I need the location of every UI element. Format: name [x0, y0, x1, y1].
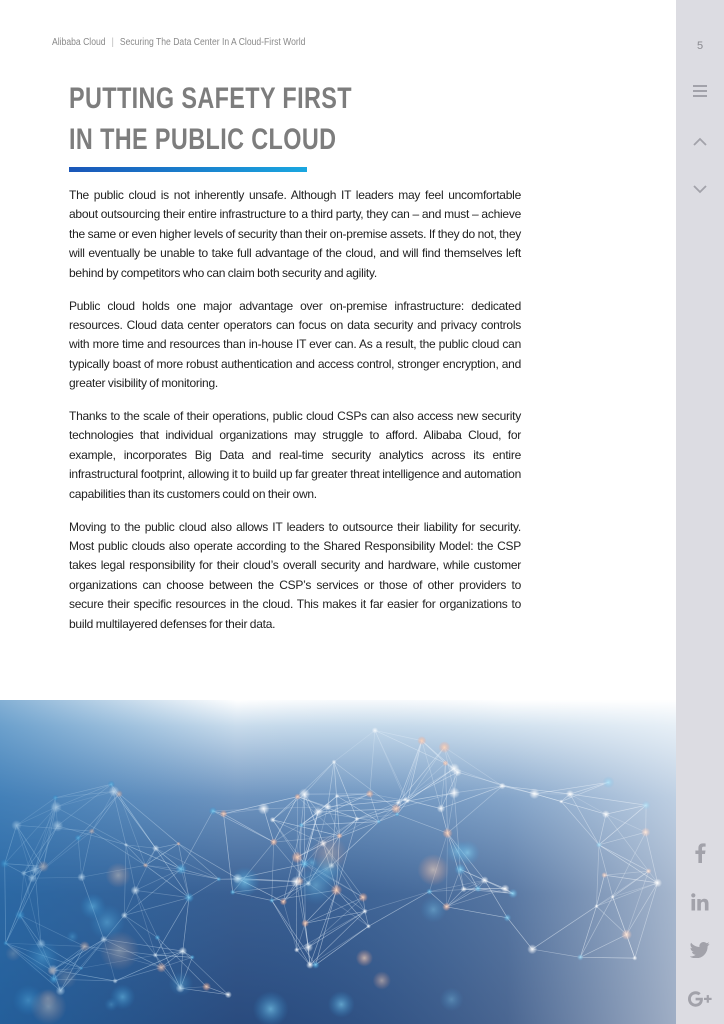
chevron-up-icon [692, 137, 708, 147]
linkedin-icon [691, 893, 709, 911]
running-header [52, 37, 305, 48]
paragraph-2: Public cloud holds one major advantage over on-premise infrastructure: dedicated resources. Cloud data center operators can focus on data security and privacy controls with more time and resources than in-house IT ever can. As a result, the public cloud can typically boast of more robust authentication and access control, stronger encryption, and greater visibility of monitoring. [69, 298, 521, 391]
title-underline-bar [69, 167, 307, 172]
google-plus-icon [688, 991, 712, 1007]
page-number: 5 [696, 40, 704, 52]
network-side-fade [0, 700, 676, 1024]
network-illustration [0, 700, 676, 1024]
share-facebook-button[interactable] [688, 841, 712, 865]
page-title-line-2: IN THE PUBLIC CLOUD [69, 123, 337, 156]
header-brand: Alibaba Cloud [52, 37, 106, 48]
menu-button[interactable] [688, 79, 712, 103]
paragraph-3: Thanks to the scale of their operations, public cloud CSPs can also access new security technologies that individual organizations may struggle to afford. Alibaba Cloud, for example, incorporates Big Data and real-time security analytics across its entire infrastructural footprint, allowing it to build up far greater threat intelligence and automation capabilities than its customers could on their own. [69, 409, 521, 501]
page-title [69, 78, 352, 160]
body-text [69, 186, 521, 648]
network-graphic [0, 700, 676, 1024]
share-google-plus-button[interactable] [688, 987, 712, 1011]
previous-page-button[interactable] [688, 130, 712, 154]
paragraph-1: The public cloud is not inherently unsafe. Although IT leaders may feel uncomfortable about outsourcing their entire infrastructure to a third party, they can – and must – achieve the same or even higher levels of security than their on-premise assets. If they do not, they will eventually be unable to take full advantage of the cloud, and will find themselves left behind by competitors who can claim both security and agility. [69, 188, 521, 280]
next-page-button[interactable] [688, 177, 712, 201]
page-title-line-1: PUTTING SAFETY FIRST [69, 82, 352, 115]
facebook-icon [694, 843, 706, 863]
share-linkedin-button[interactable] [688, 890, 712, 914]
twitter-icon [690, 942, 710, 958]
navigation-sidebar [676, 0, 724, 1024]
menu-icon [692, 84, 708, 98]
share-twitter-button[interactable] [688, 938, 712, 962]
paragraph-4: Moving to the public cloud also allows IT leaders to outsource their liability for security. Most public clouds also operate according to the Shared Responsibility Model: the CSP takes legal responsibility for their cloud’s overall security and hardware, while customer organizations can choose between the CSP’s services or those of other providers to secure their specific resources in the cloud. This makes it far easier for organizations to build multilayered defenses for their data. [69, 519, 521, 631]
chevron-down-icon [692, 184, 708, 194]
header-separator: | [111, 37, 114, 48]
header-doc-title: Securing The Data Center In A Cloud-First World [119, 37, 306, 48]
